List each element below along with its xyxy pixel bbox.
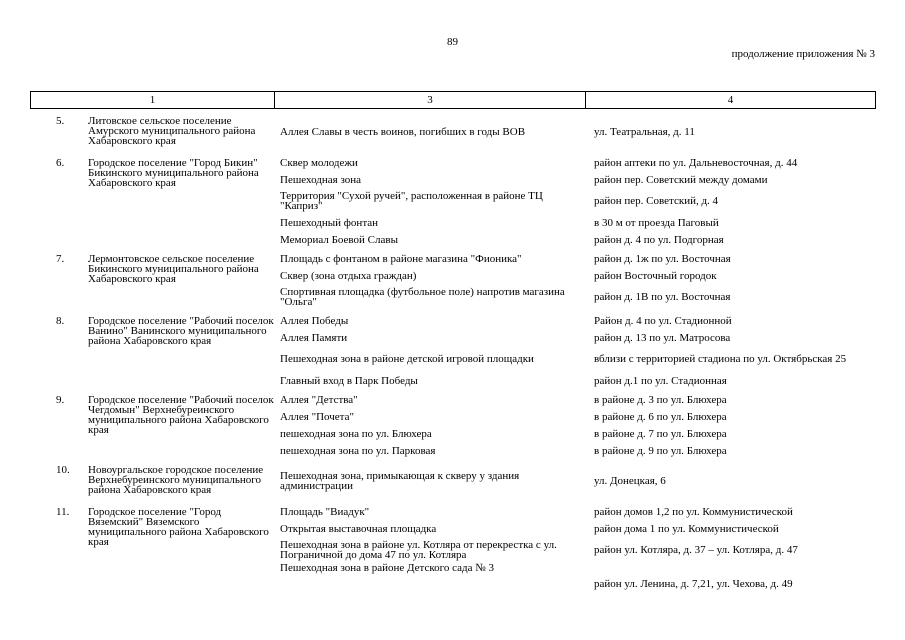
place-row bbox=[278, 267, 876, 284]
place-row bbox=[278, 520, 876, 537]
place-name: Сквер (зона отдыха граждан) bbox=[280, 269, 417, 282]
place-row bbox=[278, 171, 876, 188]
table-row bbox=[30, 461, 876, 501]
place-address: район ул. Котляра, д. 37 – ул. Котляра, д. 47 bbox=[594, 544, 798, 556]
place-name: Мемориал Боевой Славы bbox=[280, 233, 398, 246]
place-name: Площадь с фонтаном в районе магазина "Фионика" bbox=[280, 252, 522, 265]
place-name: Сквер молодежи bbox=[280, 156, 358, 169]
place-row bbox=[278, 284, 876, 310]
page-number: 89 bbox=[447, 36, 458, 48]
place-address: в районе д. 6 по ул. Блюхера bbox=[594, 410, 727, 423]
row-number: 5. bbox=[56, 115, 65, 127]
place-row bbox=[278, 154, 876, 171]
place-row bbox=[278, 408, 876, 425]
place-address: ул. Театральная, д. 11 bbox=[594, 126, 695, 138]
place-address: район пер. Советский между домами bbox=[594, 173, 768, 186]
row-number: 8. bbox=[56, 315, 65, 327]
place-address: район д. 1ж по ул. Восточная bbox=[594, 252, 731, 265]
place-address: район д. 4 по ул. Подгорная bbox=[594, 233, 724, 246]
place-name: пешеходная зона по ул. Парковая bbox=[280, 444, 436, 457]
row-number: 11. bbox=[56, 506, 70, 518]
row-number: 9. bbox=[56, 394, 65, 406]
place-row bbox=[278, 329, 876, 346]
place-name: Пешеходная зона, примыкающая к скверу у здания администрации bbox=[280, 470, 520, 492]
place-name: Спортивная площадка (футбольное поле) напротив магазина "Ольга" bbox=[280, 286, 565, 308]
table-row bbox=[30, 503, 876, 589]
header-col-4: 4 bbox=[727, 94, 734, 106]
table-row bbox=[30, 154, 876, 248]
row-number: 6. bbox=[56, 157, 65, 169]
row-number: 10. bbox=[56, 464, 70, 476]
district-name: Городское поселение "Город Вяземский" Вяземского муниципального района Хабаровского края bbox=[88, 506, 269, 548]
row-number: 7. bbox=[56, 253, 65, 265]
place-row bbox=[278, 112, 876, 152]
place-name: Открытая выставочная площадка bbox=[280, 522, 437, 535]
place-row bbox=[278, 425, 876, 442]
place-row bbox=[278, 250, 876, 267]
place-name: Пешеходная зона в районе детской игровой площадки bbox=[280, 353, 534, 365]
place-address: район дома 1 по ул. Коммунистической bbox=[594, 522, 779, 535]
table-body bbox=[30, 112, 876, 591]
place-name: пешеходная зона по ул. Блюхера bbox=[280, 427, 432, 440]
place-row bbox=[278, 312, 876, 329]
place-address: район аптеки по ул. Дальневосточная, д. 44 bbox=[594, 156, 798, 169]
place-row bbox=[278, 503, 876, 520]
place-address: в 30 м от проезда Паговый bbox=[594, 216, 719, 229]
place-address: в районе д. 3 по ул. Блюхера bbox=[594, 393, 727, 406]
table-row bbox=[30, 112, 876, 152]
place-name: Пешеходный фонтан bbox=[280, 216, 379, 229]
place-name: Аллея Славы в честь воинов, погибших в годы ВОВ bbox=[280, 126, 526, 138]
district-name: Лермонтовское сельское поселение Бикинского муниципального района Хабаровского края bbox=[88, 253, 259, 285]
table-row bbox=[30, 312, 876, 389]
district-name: Городское поселение "Город Бикин" Бикинского муниципального района Хабаровского края bbox=[88, 157, 259, 189]
place-address: район ул. Ленина, д. 7,21, ул. Чехова, д. 49 bbox=[594, 578, 793, 590]
place-row bbox=[278, 461, 876, 501]
place-address: Район д. 4 по ул. Стадионной bbox=[594, 314, 732, 327]
place-address: вблизи с территорией стадиона по ул. Октябрьская 25 bbox=[594, 353, 847, 365]
place-name: Аллея "Почета" bbox=[280, 410, 354, 423]
place-row bbox=[278, 231, 876, 248]
header-col-3: 3 bbox=[275, 92, 586, 108]
place-row bbox=[278, 372, 876, 389]
place-row bbox=[278, 214, 876, 231]
place-row bbox=[278, 563, 876, 589]
place-name: Аллея "Детства" bbox=[280, 393, 358, 406]
place-name: Пешеходная зона в районе ул. Котляра от перекрестка с ул. Пограничной до дома 47 по ул. Котляра bbox=[280, 539, 557, 561]
header-col-1: 1 bbox=[31, 92, 275, 108]
place-row bbox=[278, 537, 876, 563]
district-name: Литовское сельское поселение Амурского муниципального района Хабаровского края bbox=[88, 115, 256, 147]
place-name: Главный вход в Парк Победы bbox=[280, 374, 418, 387]
place-address: район д. 13 по ул. Матросова bbox=[594, 331, 731, 344]
place-address: район д.1 по ул. Стадионная bbox=[594, 374, 727, 387]
place-address: в районе д. 7 по ул. Блюхера bbox=[594, 427, 727, 440]
continuation-label: продолжение приложения № 3 bbox=[731, 48, 875, 60]
place-name: Пешеходная зона в районе Детского сада № 3 bbox=[280, 562, 494, 574]
place-row bbox=[278, 442, 876, 459]
place-address: ул. Донецкая, 6 bbox=[594, 475, 666, 487]
place-name: Пешеходная зона bbox=[280, 173, 362, 186]
place-address: район домов 1,2 по ул. Коммунистической bbox=[594, 505, 793, 518]
table-row bbox=[30, 391, 876, 459]
place-address: район пер. Советский, д. 4 bbox=[594, 195, 719, 207]
place-address: в районе д. 9 по ул. Блюхера bbox=[594, 444, 727, 457]
table-header bbox=[30, 91, 876, 109]
place-row bbox=[278, 391, 876, 408]
place-name: Площадь "Виадук" bbox=[280, 505, 370, 518]
place-address: район д. 1В по ул. Восточная bbox=[594, 291, 731, 303]
place-name: Аллея Победы bbox=[280, 314, 349, 327]
district-name: Городское поселение "Рабочий поселок Ванино" Ванинского муниципального района Хабаровского края bbox=[88, 315, 274, 347]
place-row bbox=[278, 188, 876, 214]
district-name: Городское поселение "Рабочий поселок Чегдомын" Верхнебуреинского муниципального района Хабаровского края bbox=[88, 394, 274, 436]
place-row bbox=[278, 346, 876, 372]
place-name: Территория "Сухой ручей", расположенная в районе ТЦ "Каприз" bbox=[280, 190, 543, 212]
place-name: Аллея Памяти bbox=[280, 331, 348, 344]
district-name: Новоургальское городское поселение Верхнебуреинского муниципального района Хабаровского края bbox=[88, 464, 264, 496]
place-address: район Восточный городок bbox=[594, 269, 717, 282]
table-row bbox=[30, 250, 876, 310]
